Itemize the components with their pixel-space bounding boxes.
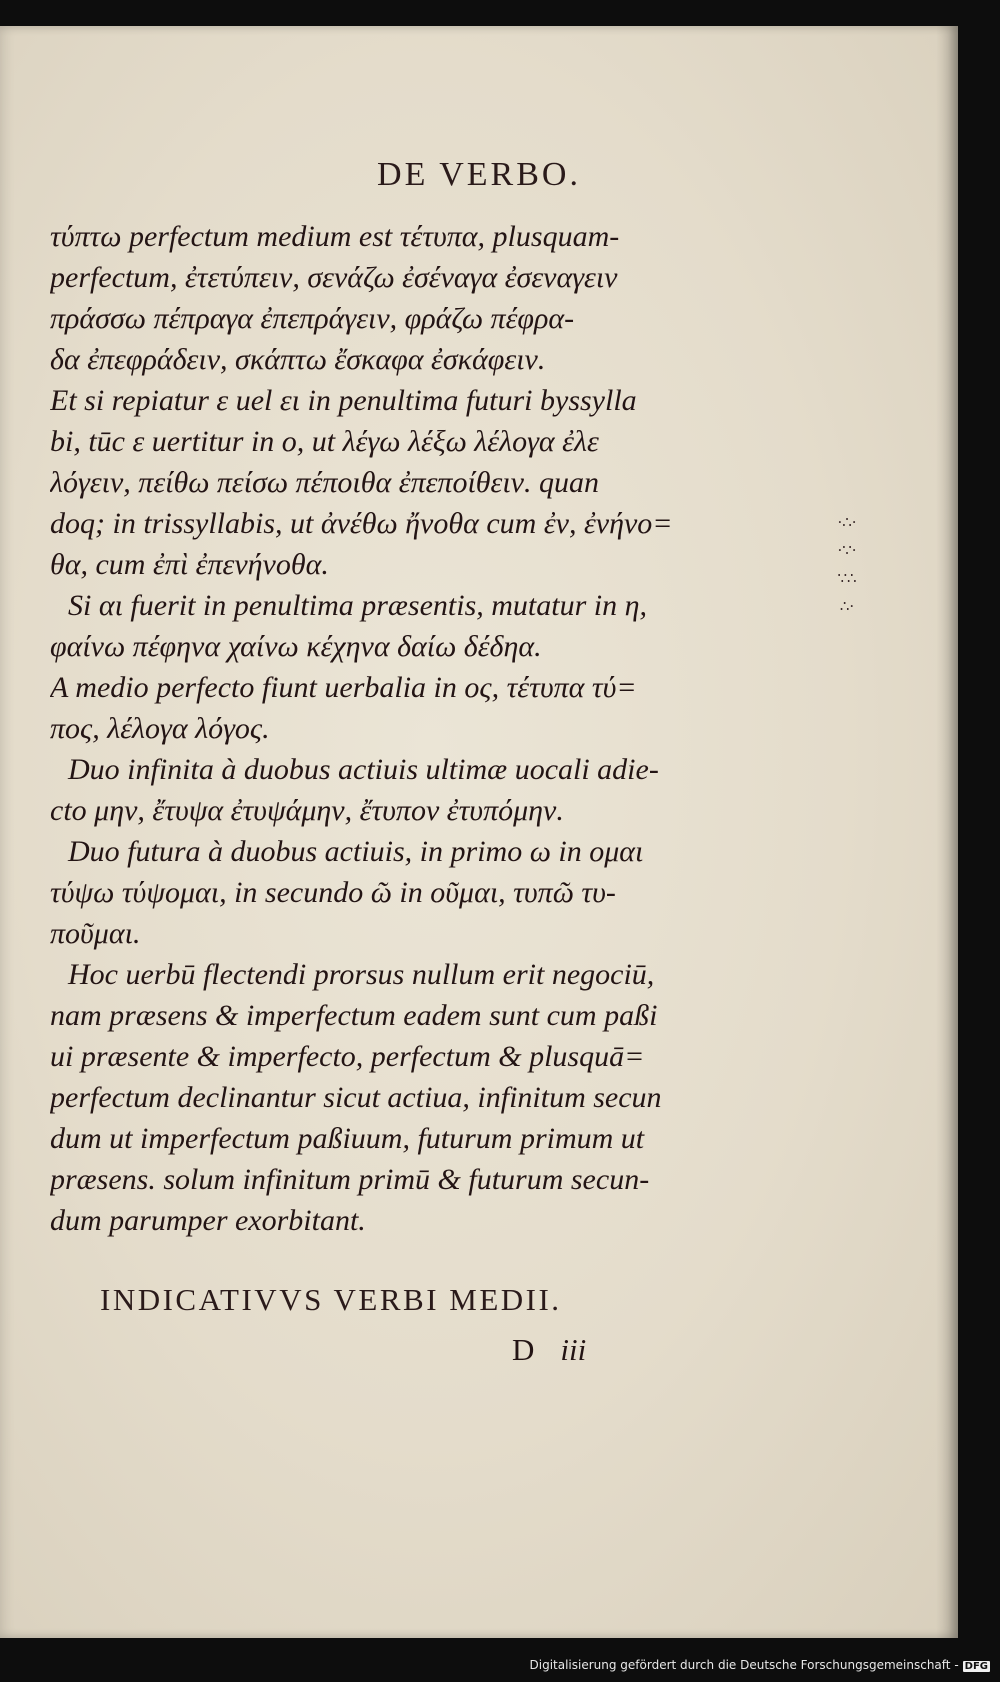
signature-mark [512,1332,586,1368]
digitization-credit [530,1658,991,1672]
text-line: δα ἐπεφράδειν, σκάπτω ἔσκαφα ἐσκάφειν. [50,343,546,376]
credit-text: Digitalisierung gefördert durch die Deutsche Forschungsgemeinschaft - [529,1658,959,1672]
dfg-logo-icon: DFG [964,1661,988,1672]
marginal-mark: ∵∴ [837,569,857,587]
text-line: τύψω τύψομαι, in secundo ῶ in οῦμαι, τυπῶ τυ- [50,876,616,909]
text-line: præsens. solum infinitum primū & futurum secun- [50,1163,650,1196]
text-line: πος, λέλογα λόγος. [50,712,270,745]
marginal-mark: ·∵· [837,541,857,559]
text-line: perfectum declinantur sicut actiua, infinitum secun [50,1081,662,1114]
text-line: λόγειν, πείθω πείσω πέποιθα ἐπεποίθειν. quan [50,466,599,499]
marginal-ink-marks [822,508,872,658]
text-line: ποῦμαι. [50,917,141,950]
text-line: Duo futura à duobus actiuis, in primo ω in ομαι [68,835,644,868]
text-line: doq; in trissyllabis, ut ἀνέθω ἤνοθα cum ἐν, ἐνήνο= [50,507,673,540]
page-gutter-shadow [936,26,958,1638]
signature-letter: D [512,1332,535,1367]
text-line: bi, tūc ε uertitur in ο, ut λέγω λέξω λέλογα ἐλε [50,425,599,458]
text-line: φαίνω πέφηνα χαίνω κέχηνα δαίω δέδηα. [50,630,542,663]
marginal-mark: ∴· [839,597,855,615]
text-line: Si αι fuerit in penultima præsentis, mutatur in η, [68,589,647,622]
text-line: nam præsens & imperfectum eadem sunt cum paßi [50,999,658,1032]
text-line: Et si repiatur ε uel ει in penultima futuri byssylla [50,384,637,417]
signature-number: iii [560,1332,587,1367]
text-line: πράσσω πέπραγα ἐπεπράγειν, φράζω πέφρα- [50,302,575,335]
text-line: dum parumper exorbitant. [50,1204,366,1237]
text-line: τύπτω perfectum medium est τέτυπα, plusquam- [50,220,620,253]
text-line: perfectum, ἐτετύπειν, σενάζω ἐσέναγα ἐσεναγειν [50,261,618,294]
text-line: A medio perfecto fiunt uerbalia in ος, τέτυπα τύ= [50,671,637,704]
text-line: Hoc uerbū flectendi prorsus nullum erit negociū, [68,958,655,991]
body-text [50,216,700,1241]
running-head: DE VERBO. [377,156,581,193]
marginal-mark: ·∴· [837,513,857,531]
section-heading: INDICATIVVS VERBI MEDII. [100,1282,562,1317]
text-line: θα, cum ἐπὶ ἐπενήνοθα. [50,548,329,581]
text-line: ui præsente & imperfecto, perfectum & plusquā= [50,1040,645,1073]
text-line: Duo infinita à duobus actiuis ultimæ uocali adie- [68,753,659,786]
text-line: cto μην, ἔτυψα ἐτυψάμην, ἔτυπον ἐτυπόμην. [50,794,564,827]
book-page [0,26,958,1638]
text-line: dum ut imperfectum paßiuum, futurum primum ut [50,1122,645,1155]
